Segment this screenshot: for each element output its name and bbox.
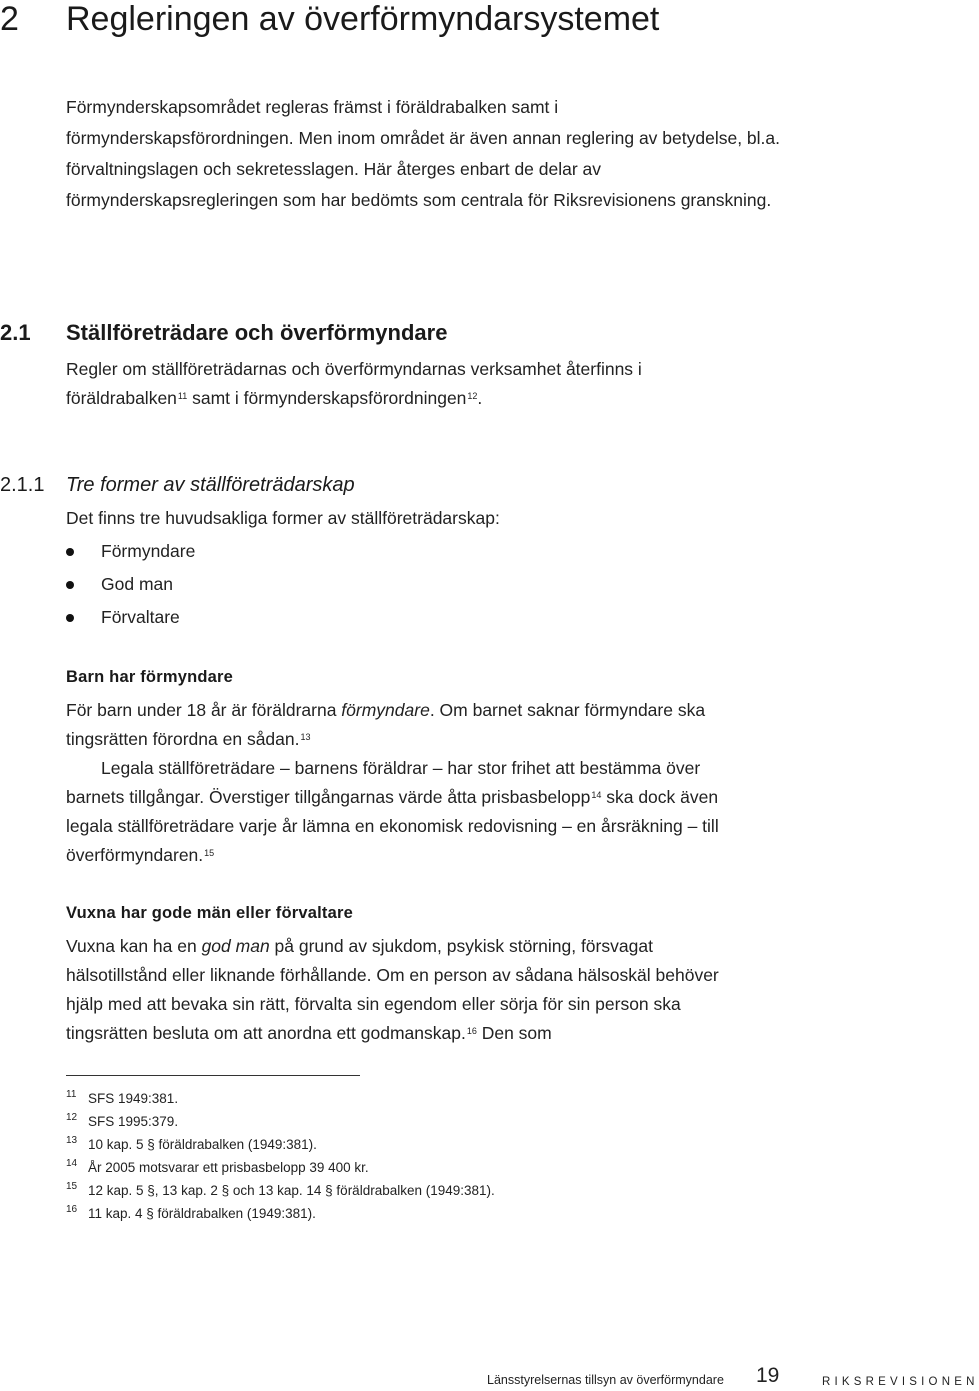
page-number: 19: [756, 1364, 780, 1387]
footnote-ref-14[interactable]: 14: [591, 790, 602, 800]
section-text-a: Regler om ställföreträdarnas och överförmyndarnas verksamhet återfinns i föräldrabalken: [66, 359, 642, 408]
children-p2-text-b: ska dock även legala ställföreträdare varje år lämna en ekonomisk redovisning – en årsräkning – till överförmyndaren.: [66, 787, 719, 865]
chapter-number: 2: [0, 0, 19, 38]
adults-text-a: Vuxna kan ha en: [66, 936, 202, 956]
footnote-text: År 2005 motsvarar ett prisbasbelopp 39 400 kr.: [88, 1160, 369, 1175]
footnote-ref-13[interactable]: 13: [300, 732, 311, 742]
children-paragraphs: [66, 696, 736, 870]
footnote-ref-12[interactable]: 12: [467, 391, 478, 401]
list-item-label: Förvaltare: [101, 607, 180, 627]
footnote-text: SFS 1949:381.: [88, 1091, 179, 1106]
footnote-number: 15: [66, 1181, 78, 1192]
list-item: [66, 536, 195, 569]
subsection-title: Tre former av ställföreträdarskap: [66, 474, 355, 496]
footnote-number: 13: [66, 1135, 78, 1146]
section-number: 2.1: [0, 320, 31, 345]
list-item: [66, 569, 195, 602]
bullet-icon: [66, 614, 74, 622]
subsection-number: 2.1.1: [0, 474, 45, 496]
footnote-number: 16: [66, 1204, 78, 1215]
section-paragraph: [66, 355, 766, 413]
subsection-lead-text: Det finns tre huvudsakliga former av ställföreträdarskap:: [66, 508, 500, 528]
section-text-b: samt i förmynderskapsförordningen: [187, 388, 467, 408]
footnote-ref-11[interactable]: 11: [177, 391, 188, 401]
children-heading: Barn har förmyndare: [66, 668, 234, 686]
adults-text-c: Den som: [476, 1023, 552, 1043]
footnote-text: 10 kap. 5 § föräldrabalken (1949:381).: [88, 1137, 317, 1152]
children-p1-emphasis: förmyndare: [341, 700, 430, 720]
list-item-label: God man: [101, 574, 173, 594]
children-p2-text-a: Legala ställföreträdare – barnens föräldrar – har stor frihet att bestämma över barnets tillgångar. Överstiger tillgångarnas värde åtta prisbasbelopp: [66, 758, 701, 807]
footnote-ref-16[interactable]: 16: [466, 1026, 477, 1036]
adults-emphasis: god man: [201, 936, 270, 956]
bullet-icon: [66, 581, 74, 589]
footnote-ref-15[interactable]: 15: [204, 848, 215, 858]
list-item: [66, 602, 195, 635]
adults-heading: Vuxna har gode män eller förvaltare: [66, 904, 353, 922]
adults-text-b: på grund av sjukdom, psykisk störning, försvagat hälsotillstånd eller liknande förhållande. Om en person av sådana hälsoskäl behöver hjälp med att bevaka sin rätt, förvalta sin egendom eller sörja för sin person ska tingsrätten besluta om att anordna ett godmanskap.: [66, 936, 719, 1043]
children-paragraph-2: [66, 754, 756, 870]
adults-paragraph: [66, 932, 756, 1048]
children-p1-text-b: . Om barnet saknar förmyndare ska tingsrätten förordna en sådan.: [66, 700, 706, 749]
chapter-title: Regleringen av överförmyndarsystemet: [66, 0, 660, 38]
footnote-text: 12 kap. 5 §, 13 kap. 2 § och 13 kap. 14 § föräldrabalken (1949:381).: [88, 1183, 495, 1198]
list-item-label: Förmyndare: [101, 541, 196, 561]
footnote-number: 14: [66, 1158, 78, 1169]
subsection-lead: [66, 504, 766, 533]
bullet-list: [66, 536, 195, 635]
publisher-logo-text: RIKSREVISIONEN: [822, 1376, 979, 1388]
footnote-divider: [66, 1075, 360, 1076]
children-paragraph-1: [66, 696, 736, 754]
footnote-text: SFS 1995:379.: [88, 1114, 179, 1129]
intro-text: Förmynderskapsområdet regleras främst i föräldrabalken samt i förmynderskapsförordningen. Men inom området är även annan reglering av betydelse, bl.a. förvaltningslagen och sekretesslagen. Här återges enbart de delar av förmynderskapsregleringen som har bedömts som centrala för Riksrevisionens granskning.: [66, 97, 781, 210]
footnote-number: 11: [66, 1089, 77, 1100]
section-text-c: .: [477, 388, 483, 408]
footnote-text: 11 kap. 4 § föräldrabalken (1949:381).: [88, 1206, 316, 1221]
footnote-number: 12: [66, 1112, 78, 1123]
intro-paragraph: [66, 92, 786, 216]
section-title: Ställföreträdare och överförmyndare: [66, 320, 448, 345]
children-p1-text-a: För barn under 18 år är föräldrarna: [66, 700, 342, 720]
bullet-icon: [66, 548, 74, 556]
footer-title: Länsstyrelsernas tillsyn av överförmyndare: [487, 1373, 724, 1387]
